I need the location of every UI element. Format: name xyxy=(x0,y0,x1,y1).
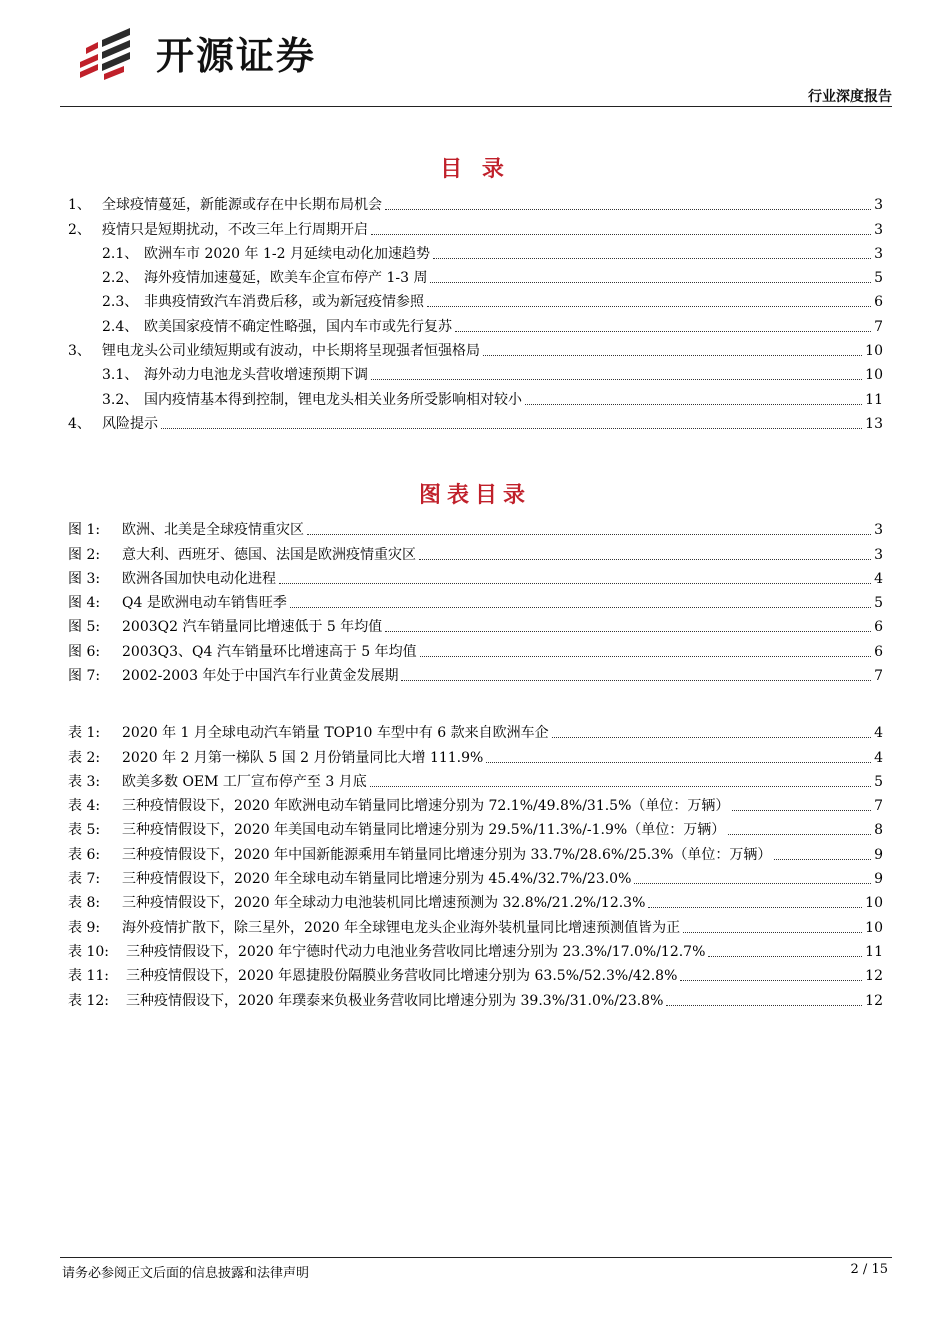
table-item[interactable]: 表 4: 三种疫情假设下，2020 年欧洲电动车销量同比增速分别为 72.1%/49.8%/31.5%（单位：万辆） 7 xyxy=(68,798,883,815)
toc-list xyxy=(68,190,883,433)
toc-subitem[interactable]: 3.2、 国内疫情基本得到控制，锂电龙头相关业务所受影响相对较小 11 xyxy=(102,391,883,408)
table-item[interactable]: 表 3: 欧美多数 OEM 工厂宣布停产至 3 月底 5 xyxy=(68,773,883,790)
table-item[interactable]: 表 6: 三种疫情假设下，2020 年中国新能源乘用车销量同比增速分别为 33.7%/28.6%/25.3%（单位：万辆） 9 xyxy=(68,846,883,863)
toc-item[interactable]: 3、 锂电龙头公司业绩短期或有波动，中长期将呈现强者恒强格局 10 xyxy=(68,343,883,360)
toc-item[interactable]: 1、 全球疫情蔓延，新能源或存在中长期布局机会 3 xyxy=(68,197,883,214)
figure-item[interactable]: 图 5: 2003Q2 汽车销量同比增速低于 5 年均值 6 xyxy=(68,619,883,636)
figures-title: 图表目录 xyxy=(418,483,531,508)
toc-subitem[interactable]: 2.3、 非典疫情致汽车消费后移，或为新冠疫情参照 6 xyxy=(102,294,883,311)
table-item[interactable]: 表 12: 三种疫情假设下，2020 年璞泰来负极业务营收同比增速分别为 39.3%/31.0%/23.8% 12 xyxy=(68,992,883,1009)
figure-item[interactable]: 图 1: 欧洲、北美是全球疫情重灾区 3 xyxy=(68,522,883,539)
toc-subitem[interactable]: 3.1、 海外动力电池龙头营收增速预期下调 10 xyxy=(102,367,883,384)
figure-item[interactable]: 图 7: 2002-2003 年处于中国汽车行业黄金发展期 7 xyxy=(68,668,883,685)
report-type: 行业深度报告 xyxy=(808,89,892,105)
figure-item[interactable]: 图 6: 2003Q3、Q4 汽车销量环比增速高于 5 年均值 6 xyxy=(68,643,883,660)
table-item[interactable]: 表 1: 2020 年 1 月全球电动汽车销量 TOP10 车型中有 6 款来自欧洲车企 4 xyxy=(68,725,883,742)
table-item[interactable]: 表 2: 2020 年 2 月第一梯队 5 国 2 月份销量同比大增 111.9% 4 xyxy=(68,749,883,766)
figure-item[interactable]: 图 3: 欧洲各国加快电动化进程 4 xyxy=(68,570,883,587)
footer-divider xyxy=(60,1257,892,1258)
figure-item[interactable]: 图 2: 意大利、西班牙、德国、法国是欧洲疫情重灾区 3 xyxy=(68,546,883,563)
table-item[interactable]: 表 5: 三种疫情假设下，2020 年美国电动车销量同比增速分别为 29.5%/11.3%/-1.9%（单位：万辆） 8 xyxy=(68,822,883,839)
table-list xyxy=(68,718,883,1010)
toc-item[interactable]: 4、 风险提示 13 xyxy=(68,415,883,432)
page-header xyxy=(60,22,892,106)
footer-disclaimer: 请务必参阅正文后面的信息披露和法律声明 xyxy=(62,1266,310,1281)
figure-list xyxy=(68,515,883,685)
table-item[interactable]: 表 7: 三种疫情假设下，2020 年全球电动车销量同比增速分别为 45.4%/32.7%/23.0% 9 xyxy=(68,871,883,888)
toc-title: 目 录 xyxy=(440,157,510,182)
figure-item[interactable]: 图 4: Q4 是欧洲电动车销售旺季 5 xyxy=(68,595,883,612)
toc-subitem[interactable]: 2.4、 欧美国家疫情不确定性略强，国内车市或先行复苏 7 xyxy=(102,318,883,335)
table-item[interactable]: 表 11: 三种疫情假设下，2020 年恩捷股份隔膜业务营收同比增速分别为 63.5%/52.3%/42.8% 12 xyxy=(68,968,883,985)
brand-name: 开源证券 xyxy=(156,34,317,78)
toc-item[interactable]: 2、 疫情只是短期扰动，不改三年上行周期开启 3 xyxy=(68,221,883,238)
toc-subitem[interactable]: 2.1、 欧洲车市 2020 年 1-2 月延续电动化加速趋势 3 xyxy=(102,245,883,262)
table-item[interactable]: 表 10: 三种疫情假设下，2020 年宁德时代动力电池业务营收同比增速分别为 23.3%/17.0%/12.7% 11 xyxy=(68,943,883,960)
kysec-logo-icon xyxy=(78,28,134,80)
toc-subitem[interactable]: 2.2、 海外疫情加速蔓延，欧美车企宣布停产 1-3 周 5 xyxy=(102,270,883,287)
table-item[interactable]: 表 9: 海外疫情扩散下，除三星外，2020 年全球锂电龙头企业海外装机量同比增速预测值皆为正 10 xyxy=(68,919,883,936)
header-divider xyxy=(60,106,892,107)
table-item[interactable]: 表 8: 三种疫情假设下，2020 年全球动力电池装机同比增速预测为 32.8%/21.2%/12.3% 10 xyxy=(68,895,883,912)
page-number: 2 / 15 xyxy=(850,1262,888,1277)
